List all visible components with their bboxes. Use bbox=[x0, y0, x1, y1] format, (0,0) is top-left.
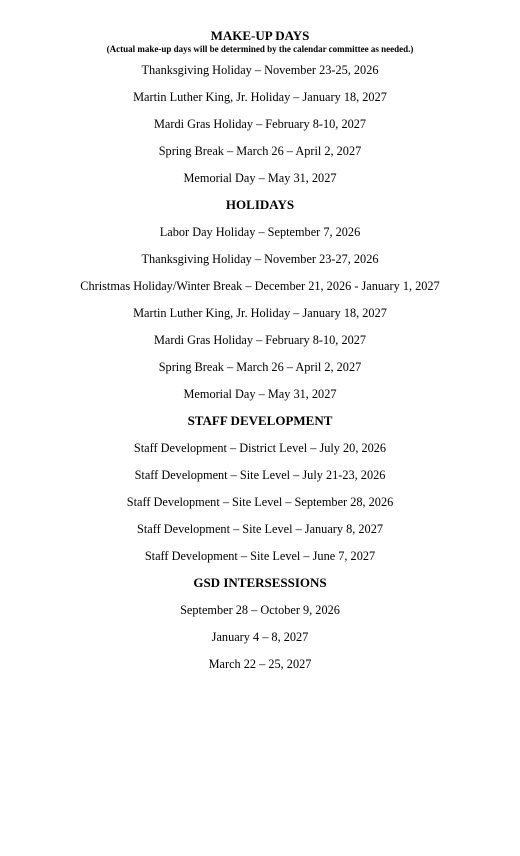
makeup-day-item: Memorial Day – May 31, 2027 bbox=[183, 171, 337, 185]
makeup-days-note: (Actual make-up days will be determined by the calendar committee as needed.) bbox=[106, 44, 414, 54]
gsd-intersessions-list bbox=[0, 602, 520, 672]
makeup-days-title: MAKE-UP DAYS bbox=[210, 28, 310, 43]
holidays-section bbox=[0, 197, 520, 402]
makeup-day-item: Martin Luther King, Jr. Holiday – January 18, 2027 bbox=[133, 90, 387, 104]
holidays-title: HOLIDAYS bbox=[225, 197, 295, 212]
staff-development-item: Staff Development – Site Level – June 7, 2027 bbox=[144, 549, 376, 563]
holiday-item: Martin Luther King, Jr. Holiday – January 18, 2027 bbox=[133, 306, 387, 320]
makeup-day-item: Thanksgiving Holiday – November 23-25, 2026 bbox=[141, 63, 379, 77]
staff-development-title: STAFF DEVELOPMENT bbox=[187, 413, 333, 428]
staff-development-item: Staff Development – District Level – July 20, 2026 bbox=[133, 441, 387, 455]
holidays-list bbox=[0, 224, 520, 402]
holiday-item: Thanksgiving Holiday – November 23-27, 2026 bbox=[141, 252, 379, 266]
gsd-intersession-item: September 28 – October 9, 2026 bbox=[180, 603, 340, 617]
gsd-intersessions-section bbox=[0, 575, 520, 672]
makeup-days-list bbox=[0, 62, 520, 186]
holiday-item: Labor Day Holiday – September 7, 2026 bbox=[159, 225, 361, 239]
holiday-item: Mardi Gras Holiday – February 8-10, 2027 bbox=[153, 333, 367, 347]
holiday-item: Christmas Holiday/Winter Break – December 21, 2026 - January 1, 2027 bbox=[80, 279, 440, 293]
gsd-intersessions-title: GSD INTERSESSIONS bbox=[193, 575, 327, 590]
staff-development-item: Staff Development – Site Level – January 8, 2027 bbox=[137, 522, 383, 536]
gsd-intersession-item: March 22 – 25, 2027 bbox=[208, 657, 312, 671]
holiday-item: Memorial Day – May 31, 2027 bbox=[183, 387, 337, 401]
staff-development-section bbox=[0, 413, 520, 564]
makeup-day-item: Mardi Gras Holiday – February 8-10, 2027 bbox=[153, 117, 367, 131]
staff-development-item: Staff Development – Site Level – September 28, 2026 bbox=[126, 495, 394, 509]
staff-development-list bbox=[0, 440, 520, 564]
gsd-intersession-item: January 4 – 8, 2027 bbox=[211, 630, 309, 644]
holiday-item: Spring Break – March 26 – April 2, 2027 bbox=[158, 360, 362, 374]
makeup-day-item: Spring Break – March 26 – April 2, 2027 bbox=[158, 144, 362, 158]
staff-development-item: Staff Development – Site Level – July 21-23, 2026 bbox=[134, 468, 386, 482]
makeup-days-section bbox=[0, 28, 520, 186]
